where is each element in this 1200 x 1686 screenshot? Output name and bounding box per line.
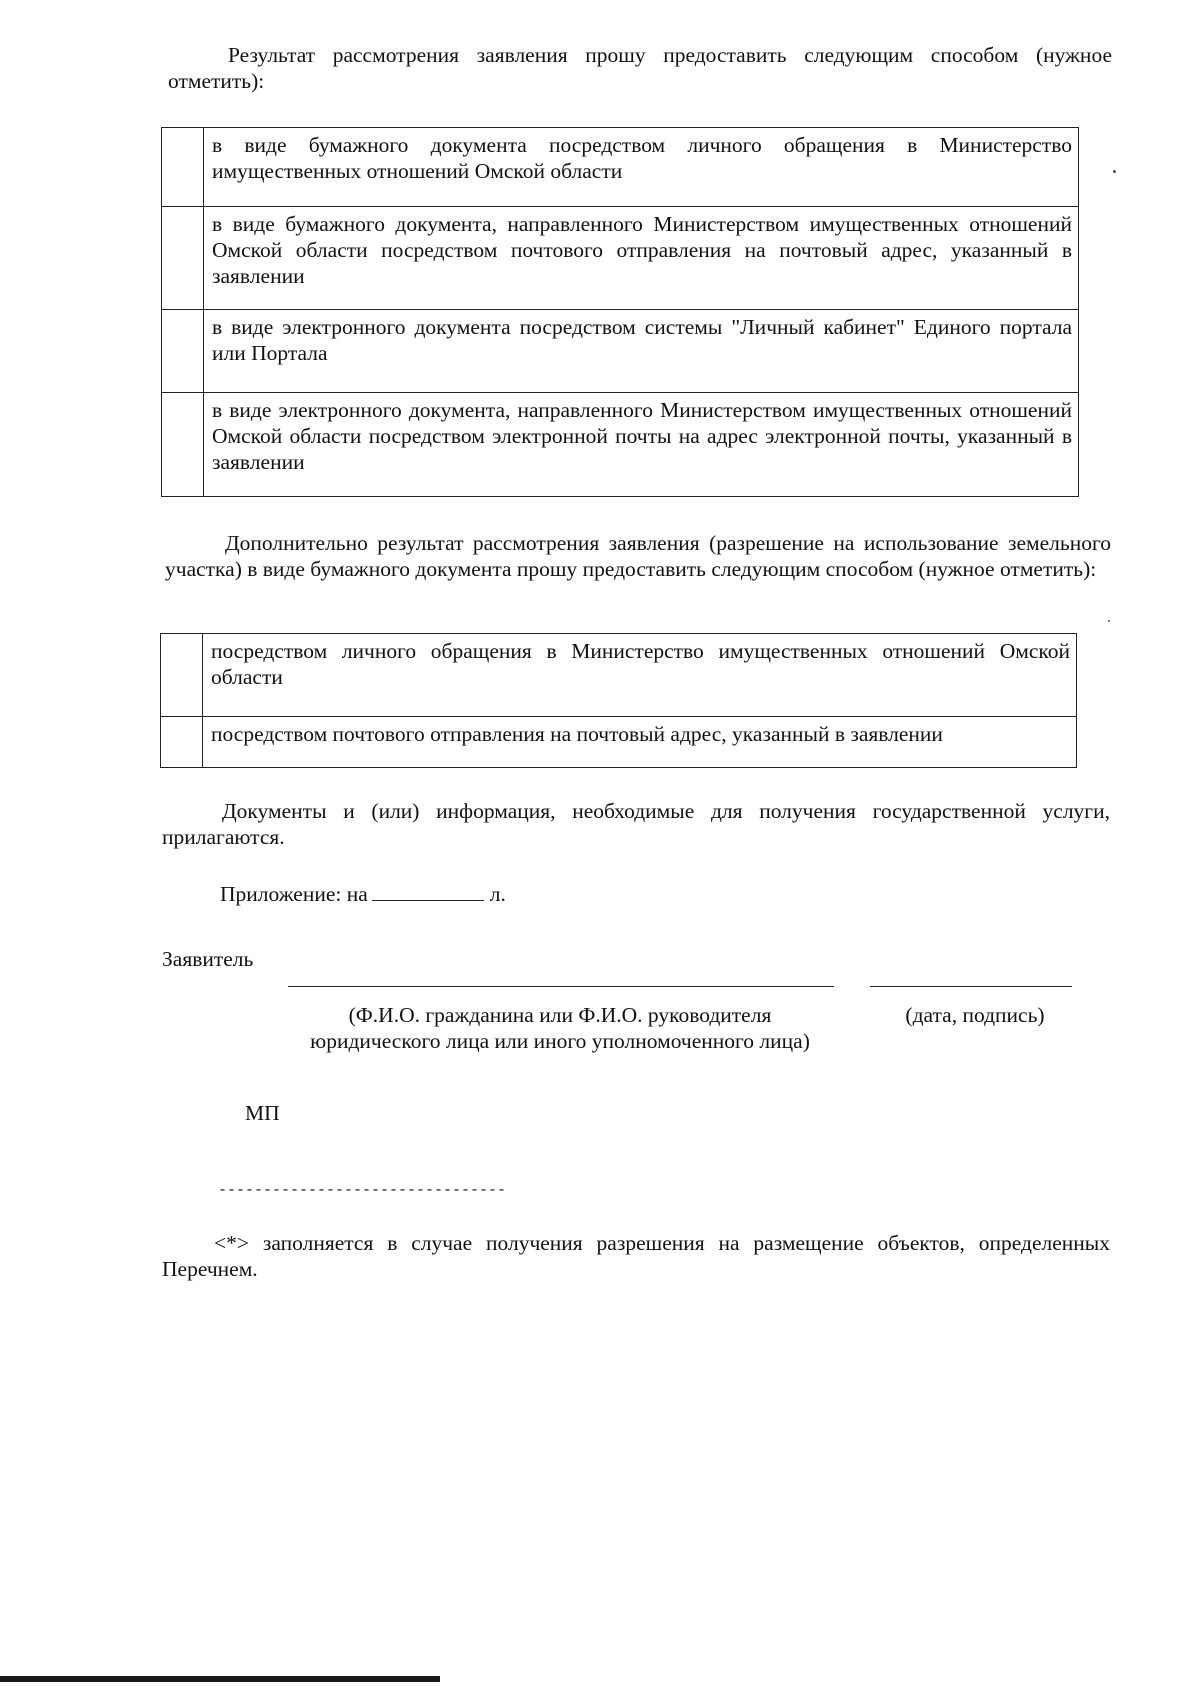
additional-option-text: посредством почтового отправления на почтовый адрес, указанный в заявлении	[203, 717, 1077, 768]
name-field-caption: (Ф.И.О. гражданина или Ф.И.О. руководителя юридического лица или иного уполномоченного лица)	[310, 1003, 810, 1053]
additional-option-text: посредством личного обращения в Министерство имущественных отношений Омской области	[203, 634, 1077, 717]
footnote-text: <*> заполняется в случае получения разрешения на размещение объектов, определенных Перечнем.	[162, 1231, 1110, 1281]
result-option-row	[162, 207, 1079, 310]
result-option-checkbox[interactable]	[162, 207, 204, 310]
scan-speck	[1108, 620, 1110, 622]
attachment-prefix: Приложение: на	[220, 882, 368, 906]
result-option-row	[162, 393, 1079, 497]
scan-speck	[1113, 170, 1116, 173]
result-option-text: в виде бумажного документа посредством личного обращения в Министерство имущественных отношений Омской области	[204, 128, 1079, 207]
additional-method-intro: Дополнительно результат рассмотрения заявления (разрешение на использование земельного участка) в виде бумажного документа прошу предоставить следующим способом (нужное отметить):	[165, 531, 1111, 581]
result-option-checkbox[interactable]	[162, 128, 204, 207]
additional-option-row	[161, 634, 1077, 717]
additional-option-row	[161, 717, 1077, 768]
applicant-label: Заявитель	[162, 947, 254, 971]
result-option-checkbox[interactable]	[162, 310, 204, 393]
additional-method-options-table	[160, 633, 1077, 768]
result-option-row	[162, 128, 1079, 207]
scan-edge-bar	[0, 1676, 440, 1682]
stamp-label: МП	[245, 1101, 280, 1125]
result-option-text: в виде электронного документа, направленного Министерством имущественных отношений Омской области посредством электронной почты на адрес электронной почты, указанный в заявлении	[204, 393, 1079, 497]
result-option-text: в виде электронного документа посредством системы "Личный кабинет" Единого портала или Портала	[204, 310, 1079, 393]
result-method-intro: Результат рассмотрения заявления прошу предоставить следующим способом (нужное отметить):	[168, 43, 1112, 93]
date-signature-caption: (дата, подпись)	[905, 1003, 1045, 1027]
result-option-checkbox[interactable]	[162, 393, 204, 497]
footnote-separator: --------------------------------	[218, 1182, 507, 1199]
additional-option-checkbox[interactable]	[161, 634, 203, 717]
attachment-line	[220, 880, 506, 907]
result-method-options-table	[161, 127, 1079, 497]
result-option-row	[162, 310, 1079, 393]
result-option-text: в виде бумажного документа, направленного Министерством имущественных отношений Омской области посредством почтового отправления на почтовый адрес, указанный в заявлении	[204, 207, 1079, 310]
additional-option-checkbox[interactable]	[161, 717, 203, 768]
documents-attached-text: Документы и (или) информация, необходимые для получения государственной услуги, прилагаются.	[162, 799, 1110, 849]
attachment-suffix: л.	[489, 882, 506, 906]
attachment-pages-field[interactable]	[372, 880, 484, 901]
applicant-name-field[interactable]	[288, 986, 834, 987]
date-signature-field[interactable]	[870, 986, 1072, 987]
